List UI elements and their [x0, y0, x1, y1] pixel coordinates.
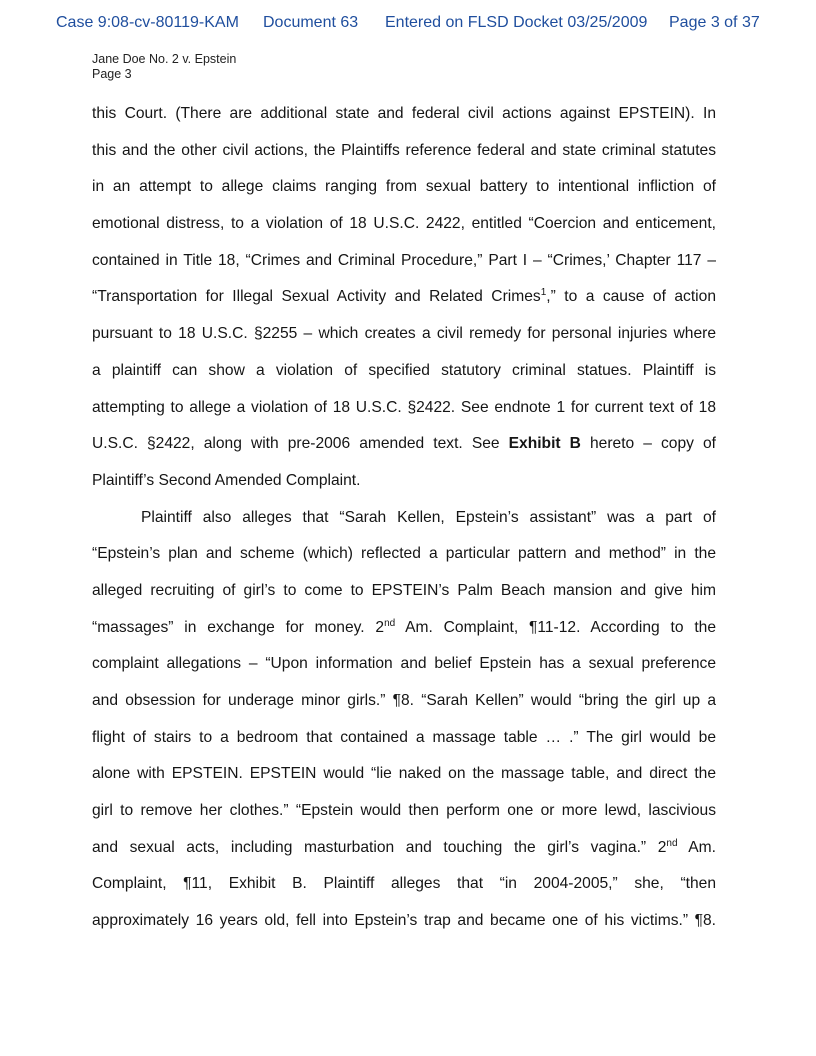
text-line: Plaintiff also alleges that “Sarah Kellen, Epstein’s assistant” was a part of — [141, 508, 716, 526]
text-segment: Am. Complaint, ¶11-12. According to the — [395, 618, 716, 636]
header-document-number: Document 63 — [263, 14, 359, 31]
text-line: alone with EPSTEIN. EPSTEIN would “lie naked on the massage table, and direct the — [92, 765, 716, 783]
text-line: Complaint, ¶11, Exhibit B. Plaintiff alleges that “in 2004-2005,” she, “then — [92, 875, 716, 893]
text-line: complaint allegations – “Upon information and belief Epstein has a sexual preference — [92, 655, 716, 673]
text-line: and obsession for underage minor girls.” ¶8. “Sarah Kellen” would “bring the girl up a — [92, 692, 716, 709]
text-line: this Court. (There are additional state and federal civil actions against EPSTEIN). In — [92, 105, 716, 122]
text-segment: ,” to a cause of action — [546, 288, 716, 306]
header-page-count: Page 3 of 37 — [669, 14, 760, 31]
text-line: a plaintiff can show a violation of specified statutory criminal statues. Plaintiff is — [92, 361, 716, 379]
text-segment: Am. — [677, 838, 716, 856]
text-line: this and the other civil actions, the Plaintiffs reference federal and state criminal statutes — [92, 141, 716, 159]
text-line: alleged recruiting of girl’s to come to EPSTEIN’s Palm Beach mansion and give him — [92, 581, 716, 599]
text-line — [92, 279, 716, 316]
text-line: “Epstein’s plan and scheme (which) reflected a particular pattern and method” in the — [92, 545, 716, 563]
caption-page: Page 3 — [92, 67, 132, 81]
ordinal-suffix: nd — [666, 837, 678, 849]
text-line: approximately 16 years old, fell into Epstein’s trap and became one of his victims.” ¶8. — [92, 912, 716, 930]
text-segment: and sexual acts, including masturbation and touching the girl’s vagina.” 2 — [92, 838, 667, 856]
text-line: pursuant to 18 U.S.C. §2255 – which creates a civil remedy for personal injuries where — [92, 325, 716, 343]
text-line: girl to remove her clothes.” “Epstein would then perform one or more lewd, lascivious — [92, 802, 716, 820]
caption-title: Jane Doe No. 2 v. Epstein — [92, 52, 237, 66]
header-entered-date: Entered on FLSD Docket 03/25/2009 — [385, 14, 648, 31]
text-line: attempting to allege a violation of 18 U.S.C. §2422. See endnote 1 for current text of 18 — [92, 398, 716, 416]
exhibit-reference: Exhibit B — [508, 435, 581, 453]
text-segment: “massages” in exchange for money. 2 — [92, 618, 385, 636]
text-segment: “Transportation for Illegal Sexual Activity and Related Crimes — [92, 288, 541, 306]
case-caption — [92, 52, 236, 82]
ordinal-suffix: nd — [384, 617, 396, 629]
text-line: in an attempt to allege claims ranging from sexual battery to intentional infliction of — [92, 178, 716, 196]
document-body — [92, 96, 716, 940]
paragraph-2 — [92, 500, 716, 940]
text-line: Plaintiff’s Second Amended Complaint. — [92, 471, 361, 489]
text-line — [92, 610, 716, 647]
text-segment: hereto – copy of — [580, 435, 716, 453]
paragraph-1 — [92, 96, 716, 500]
header-case-number: Case 9:08-cv-80119-KAM — [56, 14, 239, 31]
docket-header — [0, 14, 816, 38]
text-line: emotional distress, to a violation of 18 U.S.C. 2422, entitled “Coercion and enticement, — [92, 215, 716, 233]
text-line: flight of stairs to a bedroom that contained a massage table … .” The girl would be — [92, 728, 716, 746]
text-line — [92, 830, 716, 867]
footnote-reference: 1 — [540, 287, 547, 299]
text-line: contained in Title 18, “Crimes and Criminal Procedure,” Part I – “Crimes,’ Chapter 117 – — [92, 251, 716, 269]
text-line — [92, 426, 716, 463]
text-segment: U.S.C. §2422, along with pre-2006 amended text. See — [92, 435, 509, 453]
